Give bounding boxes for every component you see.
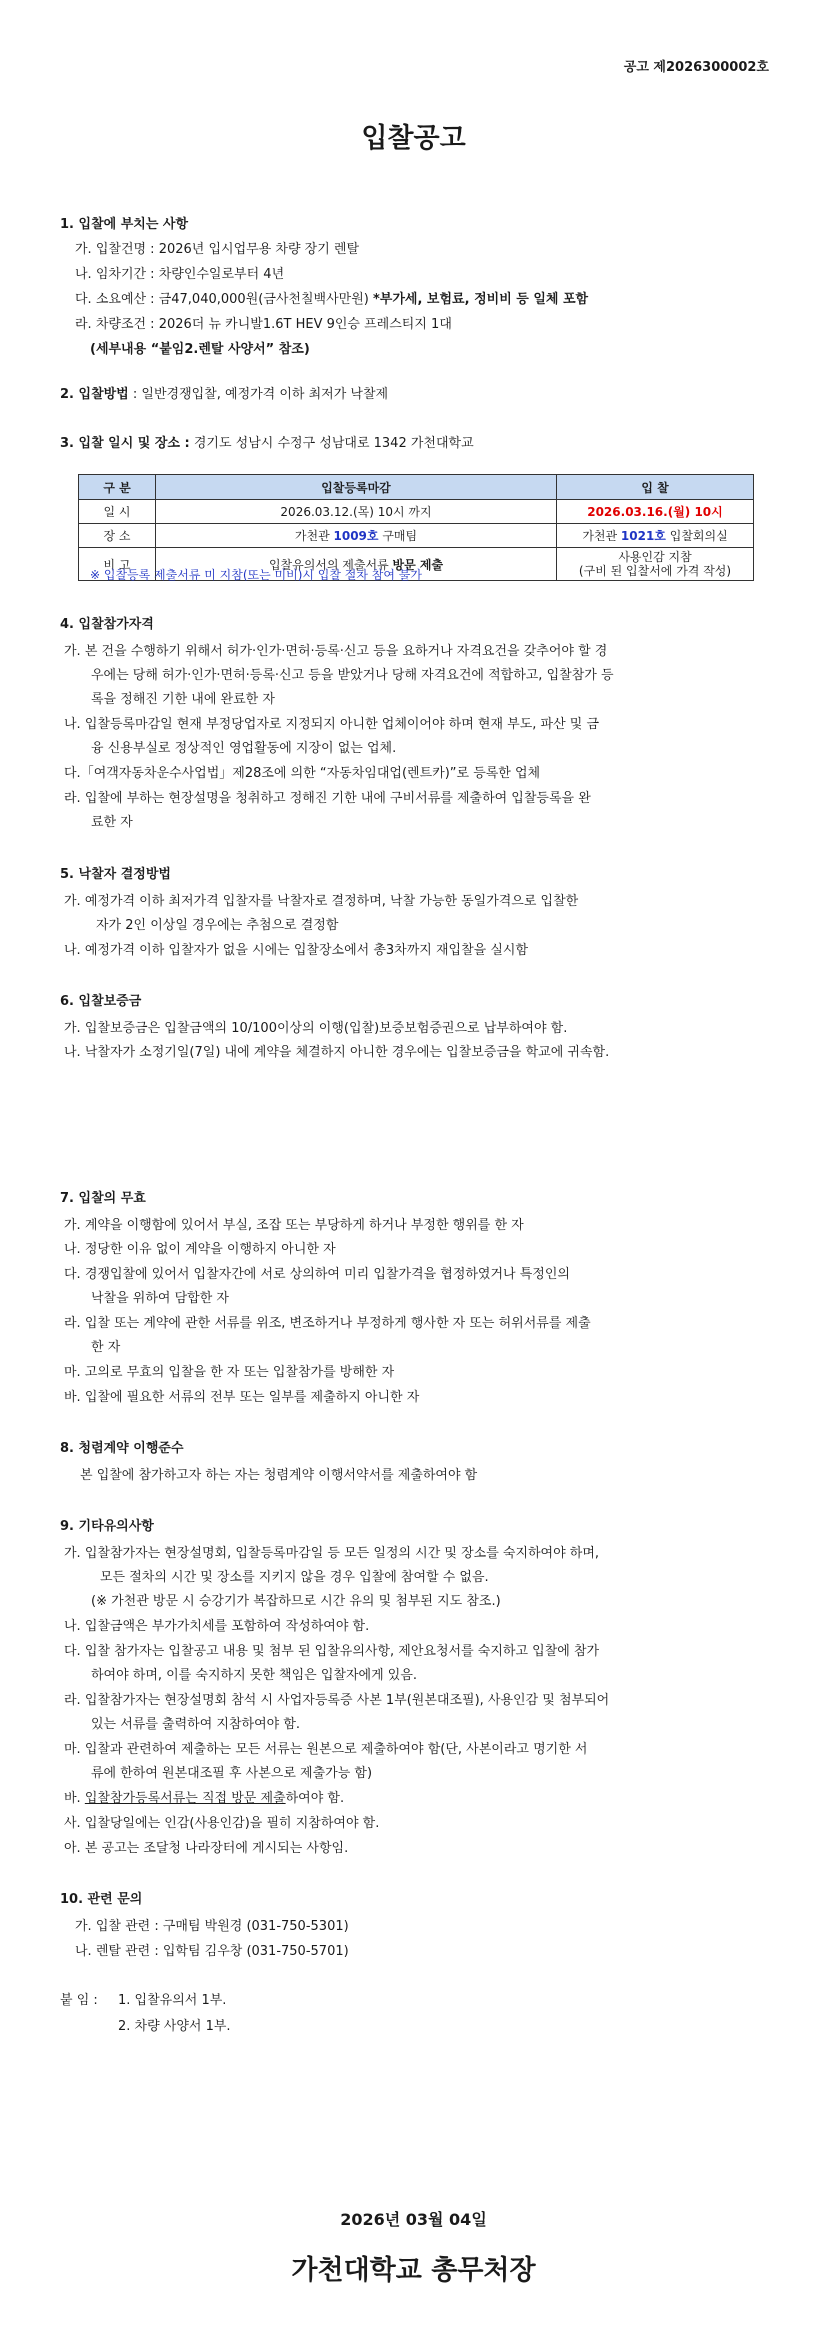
contact-rental: 나. 렌탈 관련 : 입학팀 김우창 (031-750-5701) (75, 1944, 349, 1959)
s1-item-a: 가. 입찰건명 : 2026년 입시업무용 차량 장기 렌탈 (75, 242, 360, 257)
s9-item-d-line-1: 라. 입찰참가자는 현장설명회 참석 시 사업자등록증 사본 1부(원본대조필), 사용인감 및 첨부되어 (64, 1693, 610, 1708)
s7-item-d-line-2: 한 자 (91, 1340, 121, 1355)
contact-bid: 가. 입찰 관련 : 구매팀 박원경 (031-750-5301) (75, 1919, 349, 1934)
s9-item-e-line-2: 류에 한하여 원본대조필 후 사본으로 제출가능 함) (91, 1766, 373, 1781)
s1-item-b: 나. 임차기간 : 차량인수일로부터 4년 (75, 267, 285, 282)
reg-datetime: 2026.03.12.(목) 10시 까지 (156, 500, 557, 524)
s6-item-b: 나. 낙찰자가 소정기일(7일) 내에 계약을 체결하지 아니한 경우에는 입찰보증금을 학교에 귀속함. (64, 1045, 610, 1060)
table-row (79, 524, 754, 548)
row-label: 일 시 (79, 500, 156, 524)
registration-note: ※ 입찰등록 제출서류 미 지참(또는 미비)시 입찰 절차 참여 불가 (90, 568, 422, 582)
s9-item-d-line-2: 있는 서류를 출력하여 지참하여야 함. (91, 1717, 301, 1732)
s9-item-f-tail: 하여야 함. (285, 1791, 345, 1806)
s9-item-f-marker: 바. (64, 1791, 85, 1806)
s4-item-a-line-3: 록을 정해진 기한 내에 완료한 자 (91, 692, 275, 707)
bid-place-room-name: 입찰회의실 (665, 529, 728, 543)
section-9-heading: 9. 기타유의사항 (60, 1519, 154, 1534)
section-2 (60, 383, 388, 402)
reg-remark-bold: 방문 제출 (392, 557, 444, 572)
notice-date: 2026년 03월 04일 (340, 2210, 487, 2229)
s4-item-a-line-1: 가. 본 건을 수행하기 위해서 허가·인가·면허·등록·신고 등을 요하거나 자격요건을 갖추어야 할 경 (64, 644, 608, 659)
s4-item-b-line-2: 융 신용부실로 정상적인 영업활동에 지장이 없는 업체. (91, 741, 397, 756)
bid-schedule-table (78, 474, 754, 581)
section-2-text: : 일반경쟁입찰, 예정가격 이하 최저가 낙찰제 (128, 387, 389, 402)
section-7-heading: 7. 입찰의 무효 (60, 1191, 146, 1206)
attachments-label: 붙 임 : (60, 1993, 98, 2008)
section-3 (60, 432, 474, 451)
reg-place-room: 1009호 (333, 529, 379, 543)
s7-item-c-line-1: 다. 경쟁입찰에 있어서 입찰자간에 서로 상의하여 미리 입찰가격을 협정하였거나 특정인의 (64, 1267, 570, 1282)
table-header: 구 분 (79, 475, 156, 500)
s6-item-a: 가. 입찰보증금은 입찰금액의 10/100이상의 이행(입찰)보증보험증권으로 납부하여야 함. (64, 1021, 568, 1036)
s9-item-g: 사. 입찰당일에는 인감(사용인감)을 필히 지참하여야 함. (64, 1816, 380, 1831)
s7-item-c-line-2: 낙찰을 위하여 담합한 자 (91, 1291, 229, 1306)
bid-remark-line-1: 사용인감 지참 (618, 550, 692, 564)
attachment-item: 2. 차량 사양서 1부. (118, 2019, 231, 2034)
bid-datetime: 2026.03.16.(월) 10시 (557, 500, 754, 524)
notice-number: 공고 제2026300002호 (623, 60, 769, 75)
s9-item-e-line-1: 마. 입찰과 관련하여 제출하는 모든 서류는 원본으로 제출하여야 함(단, 사본이라고 명기한 서 (64, 1742, 588, 1757)
section-10-heading: 10. 관련 문의 (60, 1892, 143, 1907)
table-header-row (79, 475, 754, 500)
s1-item-c (75, 288, 588, 307)
reg-remark-text: 입찰유의서의 제출서류 (268, 557, 393, 572)
bid-place-building: 가천관 (582, 529, 621, 543)
s9-item-b: 나. 입찰금액은 부가가치세를 포함하여 작성하여야 함. (64, 1619, 370, 1634)
s7-item-b: 나. 정당한 이유 없이 계약을 이행하지 아니한 자 (64, 1242, 336, 1257)
s7-item-e: 마. 고의로 무효의 입찰을 한 자 또는 입찰참가를 방해한 자 (64, 1365, 395, 1380)
s9-item-f (64, 1787, 344, 1806)
bid-remark (557, 548, 754, 581)
table-header: 입찰등록마감 (156, 475, 557, 500)
attachment-item: 1. 입찰유의서 1부. (118, 1993, 227, 2008)
bid-place-room: 1021호 (620, 529, 666, 543)
s9-item-a-line-2: 모든 절차의 시간 및 장소를 지키지 않을 경우 입찰에 참여할 수 없음. (100, 1570, 489, 1585)
s7-item-d-line-1: 라. 입찰 또는 계약에 관한 서류를 위조, 변조하거나 부정하게 행사한 자 또는 허위서류를 제출 (64, 1316, 591, 1331)
s9-item-c-line-1: 다. 입찰 참가자는 입찰공고 내용 및 첨부 된 입찰유의사항, 제안요청서를 숙지하고 입찰에 참가 (64, 1644, 600, 1659)
s4-item-a-line-2: 우에는 당해 허가·인가·면허·등록·신고 등을 받았거나 당해 자격요건에 적합하고, 입찰참가 등 (91, 668, 614, 683)
issuer-name: 가천대학교 총무처장 (291, 2255, 536, 2286)
section-4-heading: 4. 입찰참가자격 (60, 617, 154, 632)
row-label: 비 고 (79, 548, 156, 581)
section-8-heading: 8. 청렴계약 이행준수 (60, 1441, 184, 1456)
bid-remark-line-2: (구비 된 입찰서에 가격 작성) (578, 564, 732, 578)
section-5-heading: 5. 낙찰자 결정방법 (60, 867, 171, 882)
reg-place (156, 524, 557, 548)
section-3-heading: 3. 입찰 일시 및 장소 : (60, 436, 190, 451)
reg-place-building: 가천관 (294, 529, 334, 543)
s4-item-d-line-2: 료한 자 (91, 815, 133, 830)
s1-detail-ref: (세부내용 “붙임2.렌탈 사양서” 참조) (90, 342, 310, 357)
s9-item-c-line-2: 하여야 하며, 이를 숙지하지 못한 책임은 입찰자에게 있음. (91, 1668, 418, 1683)
page-title: 입찰공고 (361, 123, 466, 154)
reg-place-team: 구매팀 (378, 529, 418, 543)
bid-place (557, 524, 754, 548)
s4-item-b-line-1: 나. 입찰등록마감일 현재 부정당업자로 지정되지 아니한 업체이어야 하며 현재 부도, 파산 및 금 (64, 717, 600, 732)
s7-item-f: 바. 입찰에 필요한 서류의 전부 또는 일부를 제출하지 아니한 자 (64, 1390, 420, 1405)
section-1-heading: 1. 입찰에 부치는 사항 (60, 217, 189, 232)
section-8-text: 본 입찰에 참가하고자 하는 자는 청렴계약 이행서약서를 제출하여야 함 (80, 1468, 478, 1483)
s7-item-a: 가. 계약을 이행함에 있어서 부실, 조잡 또는 부당하게 하거나 부정한 행위를 한 자 (64, 1218, 524, 1233)
s9-item-a-line-3: (※ 가천관 방문 시 승강기가 복잡하므로 시간 유의 및 첨부된 지도 참조.) (91, 1594, 501, 1609)
table-header: 입 찰 (557, 475, 754, 500)
s5-item-b: 나. 예정가격 이하 입찰자가 없을 시에는 입찰장소에서 총3차까지 재입찰을 실시함 (64, 943, 529, 958)
s9-item-a-line-1: 가. 입찰참가자는 현장설명회, 입찰등록마감일 등 모든 일정의 시간 및 장소를 숙지하여야 하며, (64, 1546, 600, 1561)
s4-item-d-line-1: 라. 입찰에 부하는 현장설명을 청취하고 정해진 기한 내에 구비서류를 제출하여 입찰등록을 완 (64, 791, 591, 806)
row-label: 장 소 (79, 524, 156, 548)
s9-item-h: 아. 본 공고는 조달청 나라장터에 게시되는 사항임. (64, 1841, 349, 1856)
s5-item-a-line-2: 자가 2인 이상일 경우에는 추첨으로 결정함 (96, 918, 339, 933)
s5-item-a-line-1: 가. 예정가격 이하 최저가격 입찰자를 낙찰자로 결정하며, 낙찰 가능한 동일가격으로 입찰한 (64, 894, 579, 909)
s4-item-c: 다.「여객자동차운수사업법」제28조에 의한 “자동차임대업(렌트카)”로 등록한 업체 (64, 766, 541, 781)
s1-item-d: 라. 차량조건 : 2026더 뉴 카니발1.6T HEV 9인승 프레스티지 1대 (75, 317, 452, 332)
s1-budget-note: *부가세, 보험료, 정비비 등 일체 포함 (373, 292, 589, 307)
s9-item-f-underlined: 입찰참가등록서류는 직접 방문 제출 (84, 1791, 286, 1806)
section-6-heading: 6. 입찰보증금 (60, 994, 142, 1009)
section-2-heading: 2. 입찰방법 (60, 387, 129, 402)
section-3-text: 경기도 성남시 수정구 성남대로 1342 가천대학교 (189, 436, 474, 451)
table-row (79, 500, 754, 524)
s1-budget-text: 다. 소요예산 : 금47,040,000원(금사천칠백사만원) (75, 292, 373, 307)
